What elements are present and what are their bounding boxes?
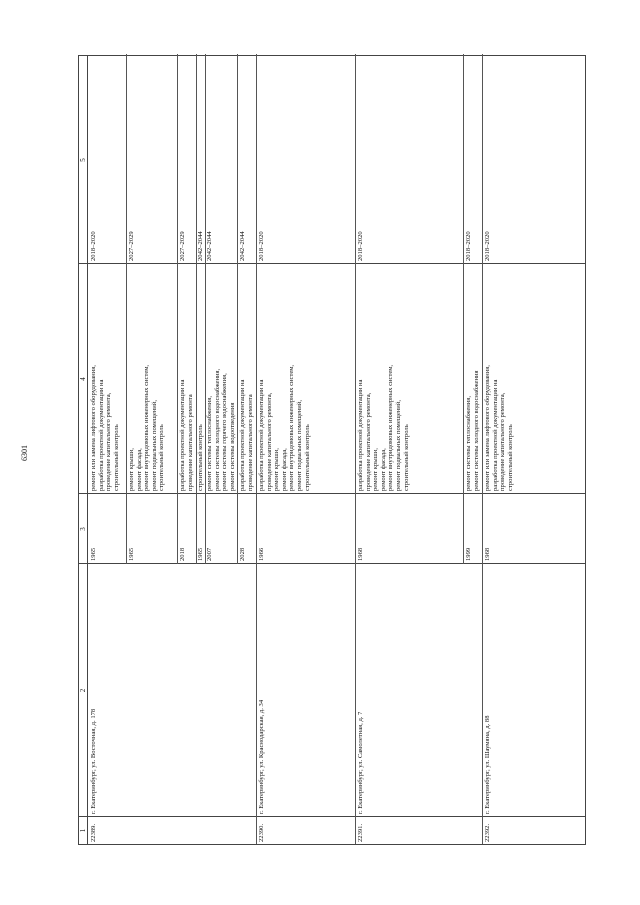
row-number: 22389. [90, 823, 97, 842]
work-list: разработка проектной документации на проведение капитального ремонта [239, 379, 254, 491]
row-address: г. Екатеринбург, ул. Самолетная, д. 7 [357, 711, 364, 814]
header-col-3: 3 [79, 494, 88, 564]
work-list: строительный контроль [197, 424, 204, 491]
column-divider [79, 493, 585, 494]
row-address: г. Екатеринбург, ул. Восточная, д. 178 [90, 708, 97, 814]
header-col-1: 1 [79, 817, 88, 844]
work-list: ремонт крыши, ремонт фасада, ремонт внутридомовых инженерных систем, ремонт подвальных помещений, строительный контроль [128, 364, 166, 491]
work-list: ремонт или замена лифтового оборудования, разработка проектной документации на проведение капитального ремонта, строительный контроль [90, 365, 120, 491]
header-col-2: 2 [79, 564, 88, 817]
sub-row-divider [177, 54, 178, 564]
work-period: 2027–2029 [128, 231, 135, 261]
row-divider [482, 54, 483, 844]
page-number: 6301 [20, 445, 29, 461]
build-year: 1965 [197, 547, 204, 561]
build-year: 1968 [357, 547, 364, 561]
row-divider [256, 54, 257, 844]
header-col-5: 5 [79, 56, 88, 264]
row-number: 22391. [357, 823, 364, 842]
work-list: разработка проектной документации на проведение капитального ремонта, ремонт крыши, ремонт фасада, ремонт внутридомовых инженерных систем, ремонт подвальных помещений, строительный контроль [357, 364, 410, 491]
sub-row-divider [463, 54, 464, 564]
row-address: г. Екатеринбург, ул. Шаумяна, д. 88 [484, 715, 491, 814]
work-period: 2042–2044 [197, 231, 204, 261]
column-divider [79, 816, 585, 817]
work-list: ремонт системы теплоснабжения, ремонт системы холодного водоснабжения [465, 370, 480, 491]
work-period: 2018–2020 [465, 231, 472, 261]
work-list: разработка проектной документации на проведение капитального ремонта [179, 379, 194, 491]
row-address: г. Екатеринбург, ул. Краснодарская, д. 34 [258, 699, 265, 814]
sub-row-divider [237, 54, 238, 564]
build-year: 1966 [258, 547, 265, 561]
build-year: 1968 [484, 547, 491, 561]
column-divider [79, 263, 585, 264]
build-year: 2007 [206, 547, 213, 561]
work-period: 2018–2020 [484, 231, 491, 261]
row-number: 22390. [258, 823, 265, 842]
sub-row-divider [126, 54, 127, 564]
column-divider [79, 563, 585, 564]
work-period: 2027–2029 [179, 231, 186, 261]
build-year: 1999 [465, 547, 472, 561]
build-year: 1965 [90, 547, 97, 561]
row-divider [355, 54, 356, 844]
work-list: ремонт системы теплоснабжения, ремонт системы холодного водоснабжения, ремонт системы горячего водоснабжения, ремонт системы водоотведения [206, 368, 236, 491]
work-list: ремонт или замена лифтового оборудования, разработка проектной документации на проведение капитального ремонта, строительный контроль [484, 365, 514, 491]
repair-schedule-table [78, 55, 586, 845]
work-period: 2018–2020 [258, 231, 265, 261]
build-year: 2018 [179, 547, 186, 561]
work-period: 2018–2020 [357, 231, 364, 261]
work-period: 2042–2044 [206, 231, 213, 261]
build-year: 1965 [128, 547, 135, 561]
work-list: разработка проектной документации на проведение капитального ремонта, ремонт крыши, ремонт фасада, ремонт внутридомовых инженерных систем, ремонт подвальных помещений, строительный контроль [258, 364, 311, 491]
row-number: 22392. [484, 823, 491, 842]
build-year: 2028 [239, 547, 246, 561]
work-period: 2018–2020 [90, 231, 97, 261]
work-period: 2042–2044 [239, 231, 246, 261]
header-col-4: 4 [79, 264, 88, 494]
